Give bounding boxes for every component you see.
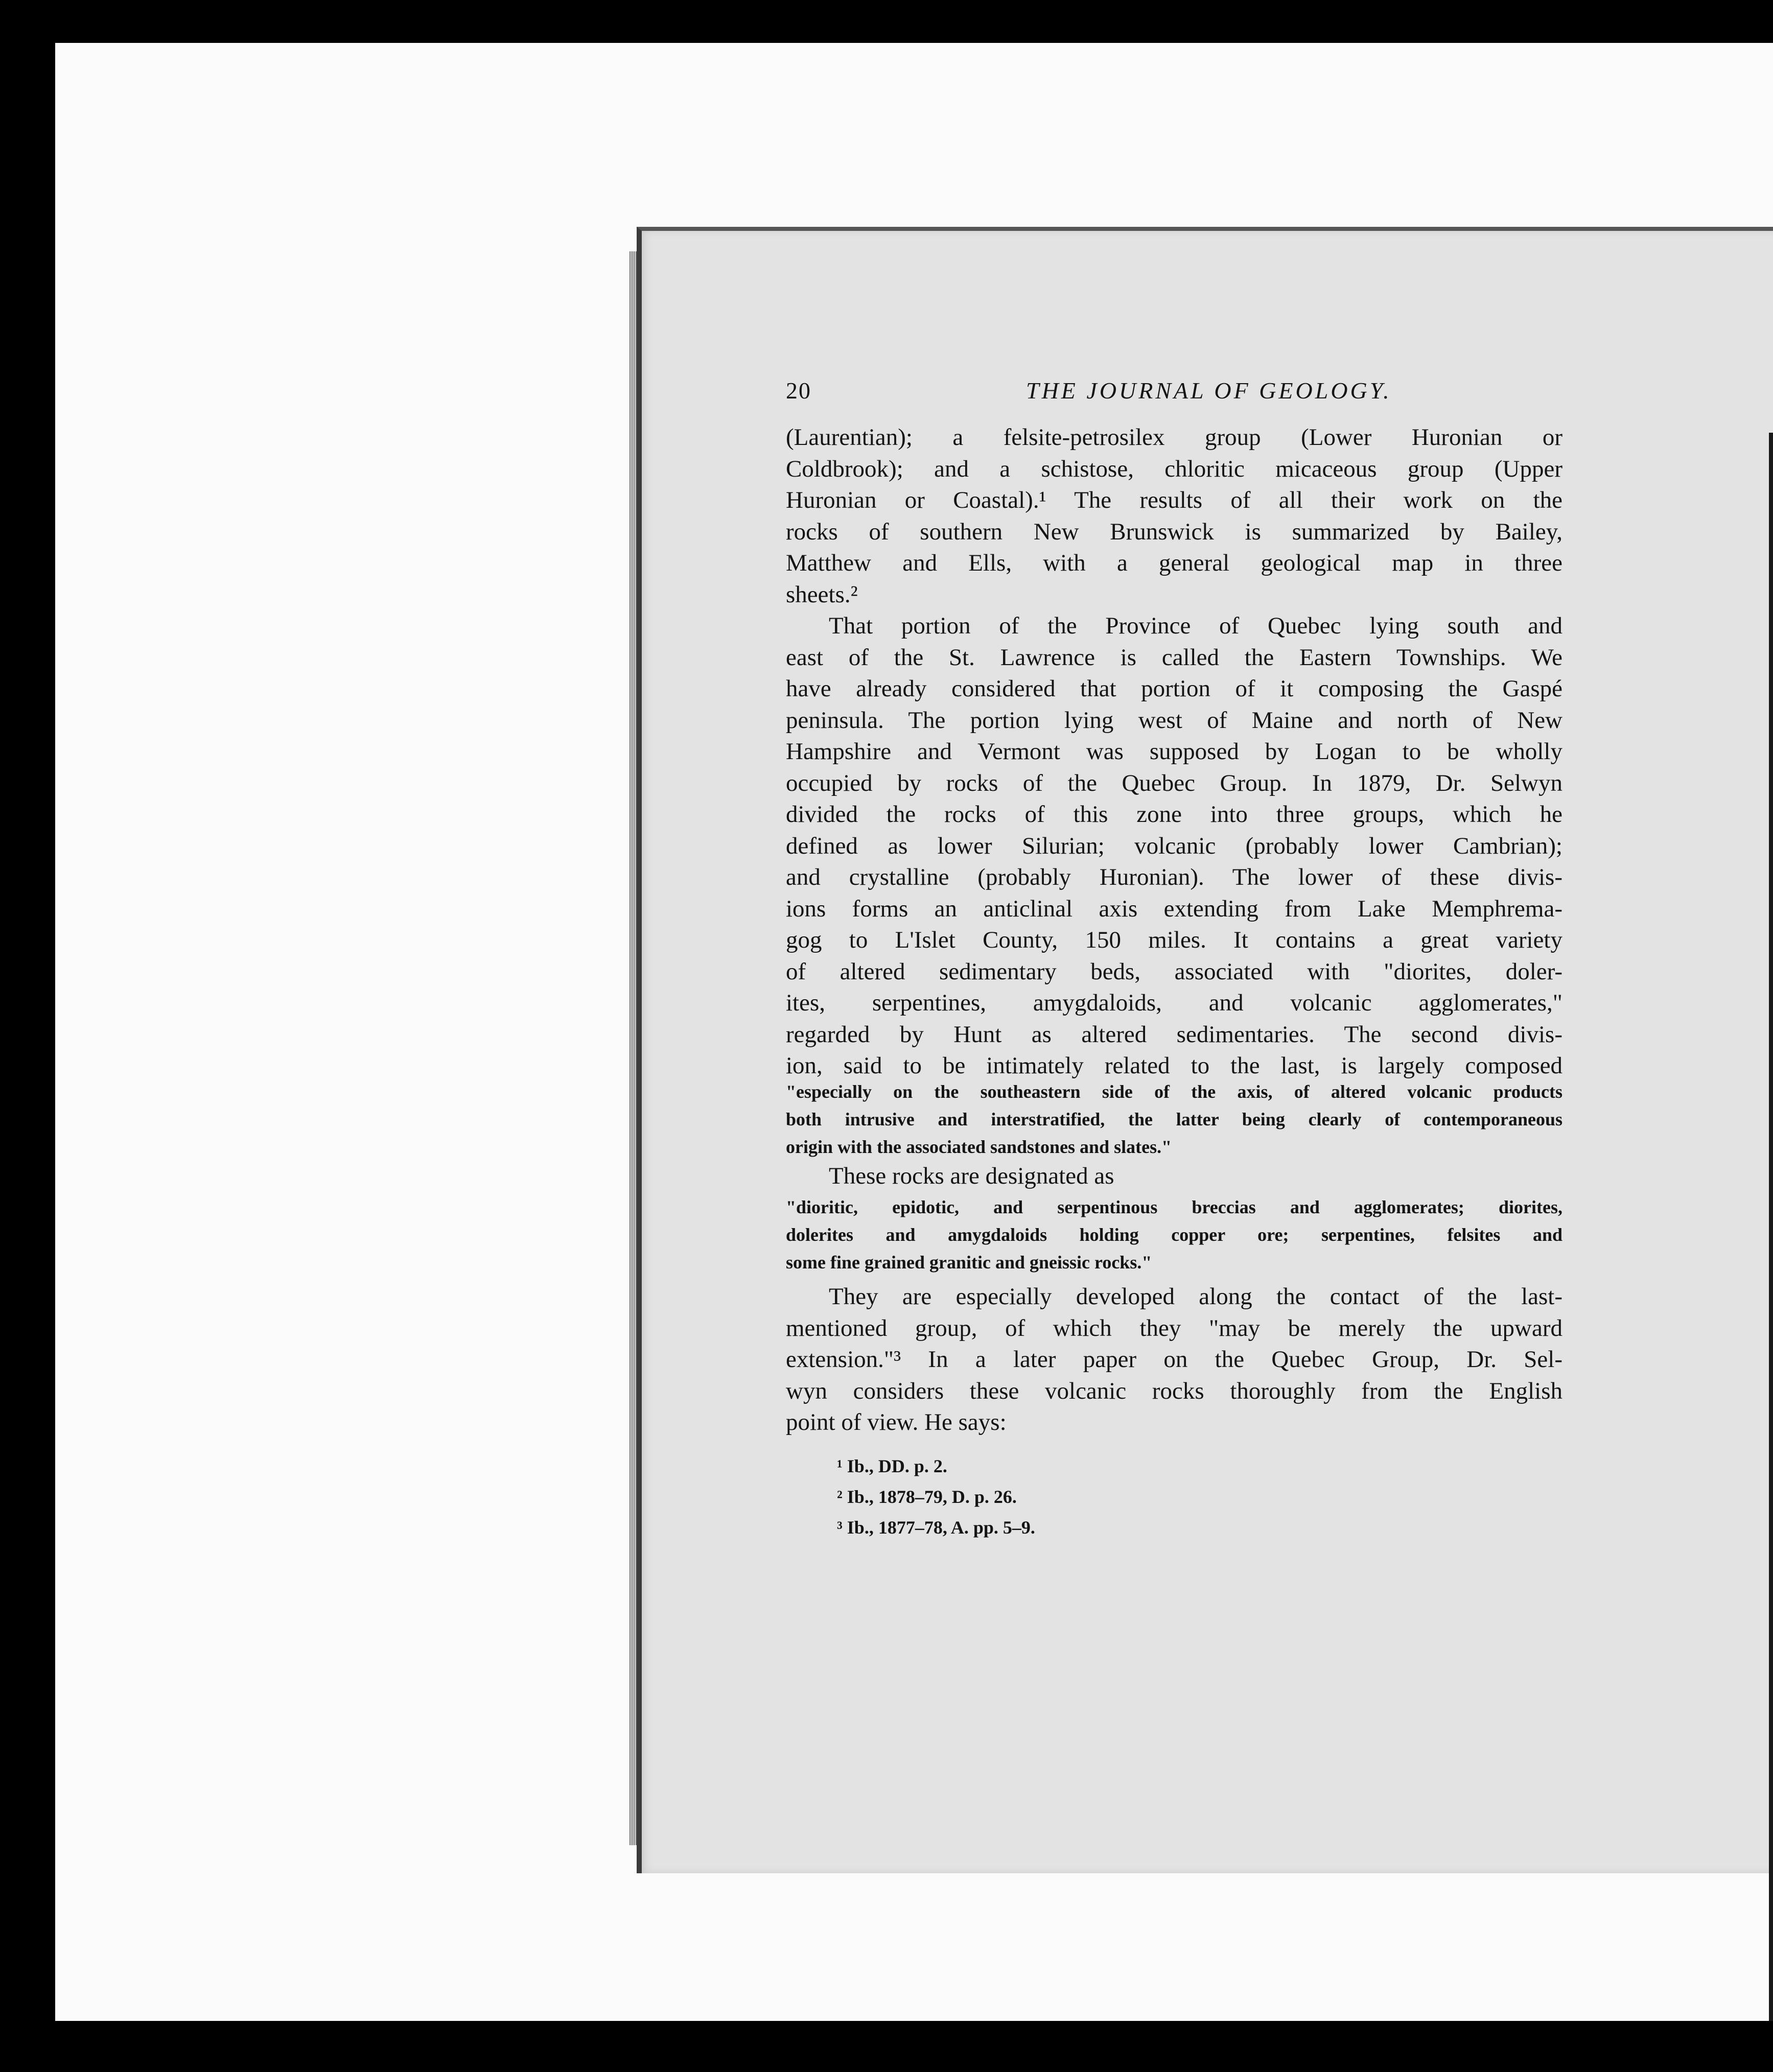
- text-line: mentioned group, of which they "may be merely the upward: [786, 1314, 1562, 1341]
- text-line: rocks of southern New Brunswick is summarized by Bailey,: [786, 518, 1562, 545]
- text-line: Hampshire and Vermont was supposed by Logan to be wholly: [786, 738, 1562, 765]
- text-line: They are especially developed along the contact of the last-: [829, 1283, 1562, 1310]
- quote-line: both intrusive and interstratified, the latter being clearly of contemporaneous: [786, 1109, 1562, 1129]
- footnotes: [786, 1451, 1562, 1543]
- page-edges: [629, 251, 637, 1845]
- text-line: (Laurentian); a felsite-petrosilex group (Lower Huronian or: [786, 424, 1562, 451]
- text-line: defined as lower Silurian; volcanic (probably lower Cambrian);: [786, 832, 1562, 859]
- next-page-edge: [1769, 433, 1773, 2021]
- text-line: ions forms an anticlinal axis extending from Lake Memphrema-: [786, 895, 1562, 922]
- text-line: ion, said to be intimately related to the last, is largely composed: [786, 1052, 1562, 1079]
- text-line: sheets.²: [786, 581, 858, 608]
- text-line: gog to L'Islet County, 150 miles. It contains a great variety: [786, 927, 1562, 953]
- text-line: Matthew and Ells, with a general geological map in three: [786, 550, 1562, 576]
- text-line: and crystalline (probably Huronian). The lower of these divis-: [786, 864, 1562, 890]
- text-line: wyn considers these volcanic rocks thoroughly from the English: [786, 1377, 1562, 1404]
- text-line: Huronian or Coastal).¹ The results of all their work on the: [786, 487, 1562, 513]
- journal-title: THE JOURNAL OF GEOLOGY.: [1026, 378, 1392, 404]
- text-line: peninsula. The portion lying west of Maine and north of New: [786, 707, 1562, 734]
- block-quote: [786, 1078, 1562, 1161]
- text-line: ites, serpentines, amygdaloids, and volcanic agglomerates,": [786, 990, 1562, 1016]
- quote-line: some fine grained granitic and gneissic rocks.": [786, 1252, 1152, 1273]
- text-line: occupied by rocks of the Quebec Group. In 1879, Dr. Selwyn: [786, 769, 1562, 796]
- text-line: Coldbrook); and a schistose, chloritic micaceous group (Upper: [786, 455, 1562, 482]
- quote-line: origin with the associated sandstones and slates.": [786, 1137, 1172, 1157]
- text-line: of altered sedimentary beds, associated with "diorites, doler-: [786, 958, 1562, 985]
- quote-line: "especially on the southeastern side of the axis, of altered volcanic products: [786, 1081, 1562, 1102]
- text-line: regarded by Hunt as altered sedimentaries. The second divis-: [786, 1021, 1562, 1048]
- running-head: [786, 375, 1562, 406]
- body-text-block: [786, 1281, 1562, 1439]
- text-line: point of view. He says:: [786, 1409, 1007, 1435]
- text-line: east of the St. Lawrence is called the Eastern Townships. We: [786, 644, 1562, 671]
- footnote: ³ Ib., 1877–78, A. pp. 5–9.: [837, 1517, 1035, 1538]
- page-number: 20: [786, 378, 811, 404]
- footnote: ¹ Ib., DD. p. 2.: [837, 1456, 947, 1476]
- footnote: ² Ib., 1878–79, D. p. 26.: [837, 1487, 1017, 1507]
- text-line: extension."³ In a later paper on the Quebec Group, Dr. Sel-: [786, 1346, 1562, 1373]
- body-text-block: [786, 1161, 1562, 1192]
- body-text-block: [786, 422, 1562, 1082]
- block-quote: [786, 1193, 1562, 1276]
- quote-line: "dioritic, epidotic, and serpentinous breccias and agglomerates; diorites,: [786, 1197, 1562, 1217]
- quote-line: dolerites and amygdaloids holding copper ore; serpentines, felsites and: [786, 1225, 1562, 1245]
- text-line: divided the rocks of this zone into three groups, which he: [786, 801, 1562, 828]
- text-line: That portion of the Province of Quebec lying south and: [829, 613, 1562, 639]
- text-line: These rocks are designated as: [829, 1163, 1114, 1189]
- text-line: have already considered that portion of it composing the Gaspé: [786, 675, 1562, 702]
